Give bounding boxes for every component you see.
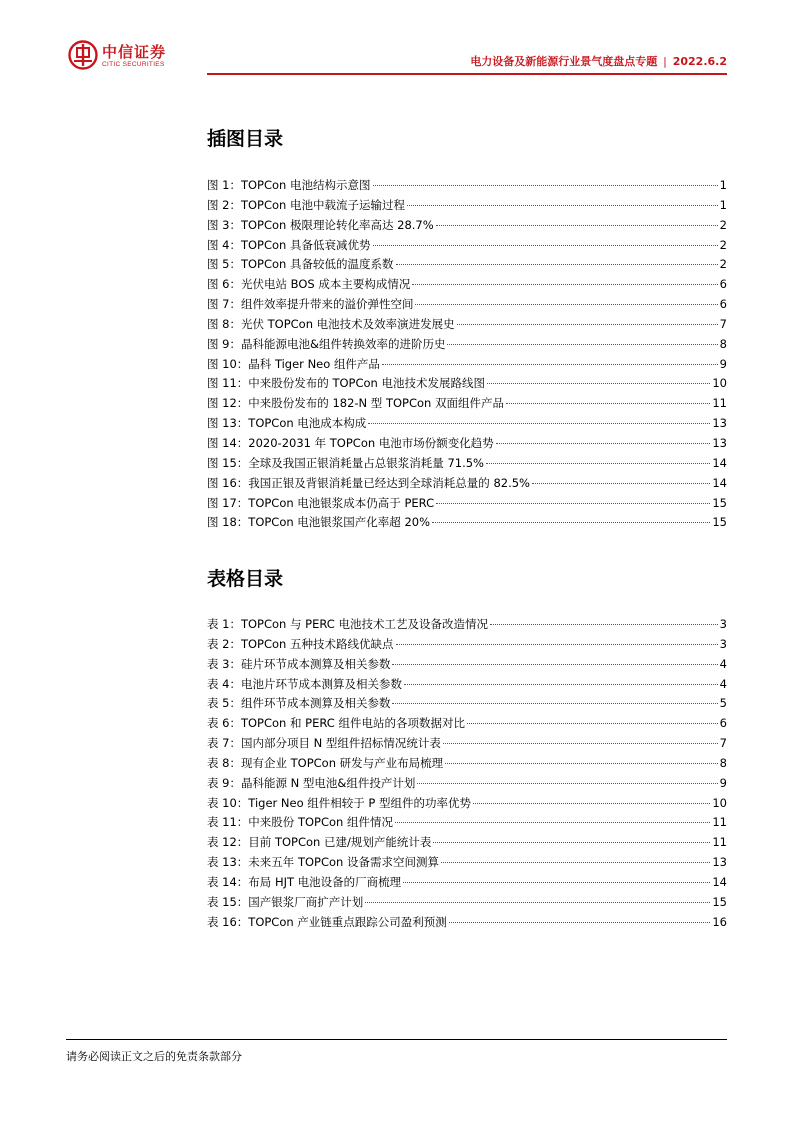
toc-entry-page-number: 15	[712, 894, 727, 909]
table-toc-entry[interactable]	[207, 913, 727, 933]
dot-leader	[396, 264, 718, 265]
tables-list	[207, 615, 727, 933]
dot-leader	[441, 862, 710, 863]
dot-leader	[412, 284, 717, 285]
dot-leader	[467, 723, 718, 724]
figure-toc-entry[interactable]	[207, 454, 727, 474]
figure-toc-entry[interactable]	[207, 494, 727, 514]
toc-entry-page-number: 7	[719, 316, 727, 331]
toc-entry-label: 表 5：组件环节成本测算及相关参数	[207, 696, 391, 711]
toc-entry-label: 图 15：全球及我国正银消耗量占总银浆消耗量 71.5%	[207, 455, 484, 470]
toc-entry-label: 图 5：TOPCon 具备较低的温度系数	[207, 257, 394, 272]
dot-leader	[396, 644, 718, 645]
toc-entry-page-number: 8	[719, 755, 727, 770]
table-toc-entry[interactable]	[207, 734, 727, 754]
figure-toc-entry[interactable]	[207, 295, 727, 315]
toc-entry-page-number: 3	[719, 636, 727, 651]
dot-leader	[368, 423, 710, 424]
dot-leader	[373, 185, 718, 186]
toc-entry-label: 图 3：TOPCon 极限理论转化率高达 28.7%	[207, 217, 434, 232]
figure-toc-entry[interactable]	[207, 236, 727, 256]
dot-leader	[395, 822, 710, 823]
toc-entry-label: 图 1：TOPCon 电池结构示意图	[207, 178, 371, 192]
toc-entry-page-number: 6	[719, 277, 727, 292]
dot-leader	[436, 225, 718, 226]
dot-leader	[382, 364, 718, 365]
toc-entry-label: 表 10：Tiger Neo 组件相较于 P 型组件的功率优势	[207, 795, 472, 810]
table-toc-entry[interactable]	[207, 893, 727, 913]
toc-entry-label: 图 13：TOPCon 电池成本构成	[207, 416, 367, 431]
table-toc-entry[interactable]	[207, 694, 727, 714]
toc-entry-page-number: 1	[719, 178, 727, 192]
footer-disclaimer: 请务必阅读正文之后的免责条款部分	[66, 1050, 242, 1063]
toc-entry-label: 图 18：TOPCon 电池银浆国产化率超 20%	[207, 515, 431, 530]
dot-leader	[392, 703, 717, 704]
toc-entry-page-number: 11	[712, 396, 727, 411]
toc-entry-label: 图 16：我国正银及背银消耗量已经达到全球消耗总量的 82.5%	[207, 475, 530, 490]
toc-entry-page-number: 2	[719, 237, 727, 252]
dot-leader	[487, 383, 710, 384]
toc-entry-label: 表 8：现有企业 TOPCon 研发与产业布局梳理	[207, 755, 444, 770]
figure-toc-entry[interactable]	[207, 275, 727, 295]
toc-entry-page-number: 4	[719, 676, 727, 691]
toc-entry-label: 图 7：组件效率提升带来的溢价弹性空间	[207, 297, 414, 312]
table-toc-entry[interactable]	[207, 853, 727, 873]
table-toc-entry[interactable]	[207, 813, 727, 833]
dot-leader	[443, 743, 718, 744]
toc-entry-label: 表 4：电池片环节成本测算及相关参数	[207, 676, 402, 691]
dot-leader	[486, 463, 710, 464]
toc-entry-label: 表 7：国内部分项目 N 型组件招标情况统计表	[207, 736, 441, 751]
figure-toc-entry[interactable]	[207, 196, 727, 216]
figures-section-title: 插图目录	[207, 128, 284, 150]
figure-toc-entry[interactable]	[207, 394, 727, 414]
toc-entry-label: 图 8：光伏 TOPCon 电池技术及效率演进发展史	[207, 316, 455, 331]
toc-entry-label: 图 12：中来股份发布的 182-N 型 TOPCon 双面组件产品	[207, 396, 504, 411]
report-title	[470, 53, 727, 69]
toc-entry-page-number: 4	[719, 656, 727, 671]
toc-entry-label: 表 6：TOPCon 和 PERC 组件电站的各项数据对比	[207, 716, 465, 731]
dot-leader	[403, 882, 710, 883]
toc-entry-page-number: 16	[712, 914, 727, 929]
figure-toc-entry[interactable]	[207, 176, 727, 196]
dot-leader	[436, 503, 710, 504]
dot-leader	[473, 803, 710, 804]
table-toc-entry[interactable]	[207, 675, 727, 695]
toc-entry-page-number: 15	[712, 515, 727, 530]
footer-divider	[66, 1039, 727, 1040]
toc-entry-page-number: 11	[712, 835, 727, 850]
toc-entry-page-number: 2	[719, 257, 727, 272]
dot-leader	[506, 403, 710, 404]
toc-entry-label: 表 13：未来五年 TOPCon 设备需求空间测算	[207, 855, 439, 870]
dot-leader	[433, 842, 710, 843]
table-toc-entry[interactable]	[207, 714, 727, 734]
report-title-text: 电力设备及新能源行业景气度盘点专题	[470, 55, 658, 68]
table-toc-entry[interactable]	[207, 873, 727, 893]
toc-entry-page-number: 9	[719, 356, 727, 371]
table-toc-entry[interactable]	[207, 833, 727, 853]
toc-entry-label: 表 1：TOPCon 与 PERC 电池技术工艺及设备改造情况	[207, 617, 488, 631]
dot-leader	[417, 783, 717, 784]
figure-toc-entry[interactable]	[207, 335, 727, 355]
toc-entry-label: 表 15：国产银浆厂商扩产计划	[207, 894, 364, 909]
toc-entry-page-number: 2	[719, 217, 727, 232]
table-toc-entry[interactable]	[207, 794, 727, 814]
dot-leader	[407, 205, 718, 206]
title-separator: |	[663, 55, 667, 68]
dot-leader	[490, 624, 718, 625]
toc-entry-page-number: 13	[712, 416, 727, 431]
toc-entry-page-number: 14	[712, 475, 727, 490]
toc-entry-page-number: 10	[712, 795, 727, 810]
citic-logo-icon	[68, 40, 98, 70]
toc-entry-page-number: 11	[712, 815, 727, 830]
figure-toc-entry[interactable]	[207, 255, 727, 275]
toc-entry-label: 图 11：中来股份发布的 TOPCon 电池技术发展路线图	[207, 376, 485, 391]
toc-entry-page-number: 6	[719, 716, 727, 731]
logo-english-name: CITIC SECURITIES	[102, 61, 165, 68]
table-toc-entry[interactable]	[207, 774, 727, 794]
report-date: 2022.6.2	[672, 55, 727, 68]
table-toc-entry[interactable]	[207, 635, 727, 655]
dot-leader	[432, 522, 710, 523]
table-toc-entry[interactable]	[207, 615, 727, 635]
toc-entry-label: 表 9：晶科能源 N 型电池&组件投产计划	[207, 775, 416, 790]
toc-entry-label: 表 14：布局 HJT 电池设备的厂商梳理	[207, 874, 402, 889]
figures-list	[207, 176, 727, 533]
toc-entry-label: 图 4：TOPCon 具备低衰减优势	[207, 237, 371, 252]
toc-entry-page-number: 13	[712, 855, 727, 870]
toc-entry-label: 表 3：硅片环节成本测算及相关参数	[207, 656, 391, 671]
toc-entry-page-number: 5	[719, 696, 727, 711]
dot-leader	[532, 483, 710, 484]
tables-section-title: 表格目录	[207, 568, 284, 590]
toc-entry-label: 表 16：TOPCon 产业链重点跟踪公司盈利预测	[207, 914, 447, 929]
toc-entry-label: 表 2：TOPCon 五种技术路线优缺点	[207, 636, 394, 651]
dot-leader	[365, 902, 710, 903]
figure-toc-entry[interactable]	[207, 374, 727, 394]
dot-leader	[415, 304, 717, 305]
dot-leader	[496, 443, 711, 444]
toc-entry-page-number: 10	[712, 376, 727, 391]
toc-entry-label: 表 12：目前 TOPCon 已建/规划产能统计表	[207, 835, 432, 850]
citic-securities-logo	[68, 40, 180, 74]
toc-entry-label: 图 17：TOPCon 电池银浆成本仍高于 PERC	[207, 495, 435, 510]
toc-entry-page-number: 13	[712, 435, 727, 450]
figure-toc-entry[interactable]	[207, 355, 727, 375]
toc-entry-page-number: 3	[719, 617, 727, 631]
figure-toc-entry[interactable]	[207, 474, 727, 494]
page-header	[0, 0, 793, 80]
figure-toc-entry[interactable]	[207, 513, 727, 533]
toc-entry-page-number: 7	[719, 736, 727, 751]
toc-entry-page-number: 8	[719, 336, 727, 351]
dot-leader	[373, 245, 718, 246]
dot-leader	[404, 684, 718, 685]
dot-leader	[457, 324, 718, 325]
toc-entry-page-number: 9	[719, 775, 727, 790]
figure-toc-entry[interactable]	[207, 414, 727, 434]
toc-entry-label: 图 9：晶科能源电池&组件转换效率的进阶历史	[207, 336, 446, 351]
dot-leader	[392, 664, 717, 665]
toc-entry-label: 图 14：2020-2031 年 TOPCon 电池市场份额变化趋势	[207, 435, 494, 450]
toc-entry-page-number: 15	[712, 495, 727, 510]
toc-entry-page-number: 14	[712, 874, 727, 889]
header-divider	[207, 73, 727, 75]
dot-leader	[447, 344, 717, 345]
table-toc-entry[interactable]	[207, 655, 727, 675]
toc-entry-page-number: 1	[719, 197, 727, 212]
toc-entry-label: 表 11：中来股份 TOPCon 组件情况	[207, 815, 393, 830]
figure-toc-entry[interactable]	[207, 216, 727, 236]
table-toc-entry[interactable]	[207, 754, 727, 774]
toc-entry-label: 图 6：光伏电站 BOS 成本主要构成情况	[207, 277, 411, 292]
toc-entry-label: 图 10：晶科 Tiger Neo 组件产品	[207, 356, 380, 371]
logo-chinese-name: 中信证券	[102, 43, 167, 61]
dot-leader	[449, 922, 711, 923]
dot-leader	[445, 763, 718, 764]
figure-toc-entry[interactable]	[207, 315, 727, 335]
toc-entry-page-number: 6	[719, 297, 727, 312]
toc-entry-label: 图 2：TOPCon 电池中载流子运输过程	[207, 197, 405, 212]
toc-entry-page-number: 14	[712, 455, 727, 470]
figure-toc-entry[interactable]	[207, 434, 727, 454]
